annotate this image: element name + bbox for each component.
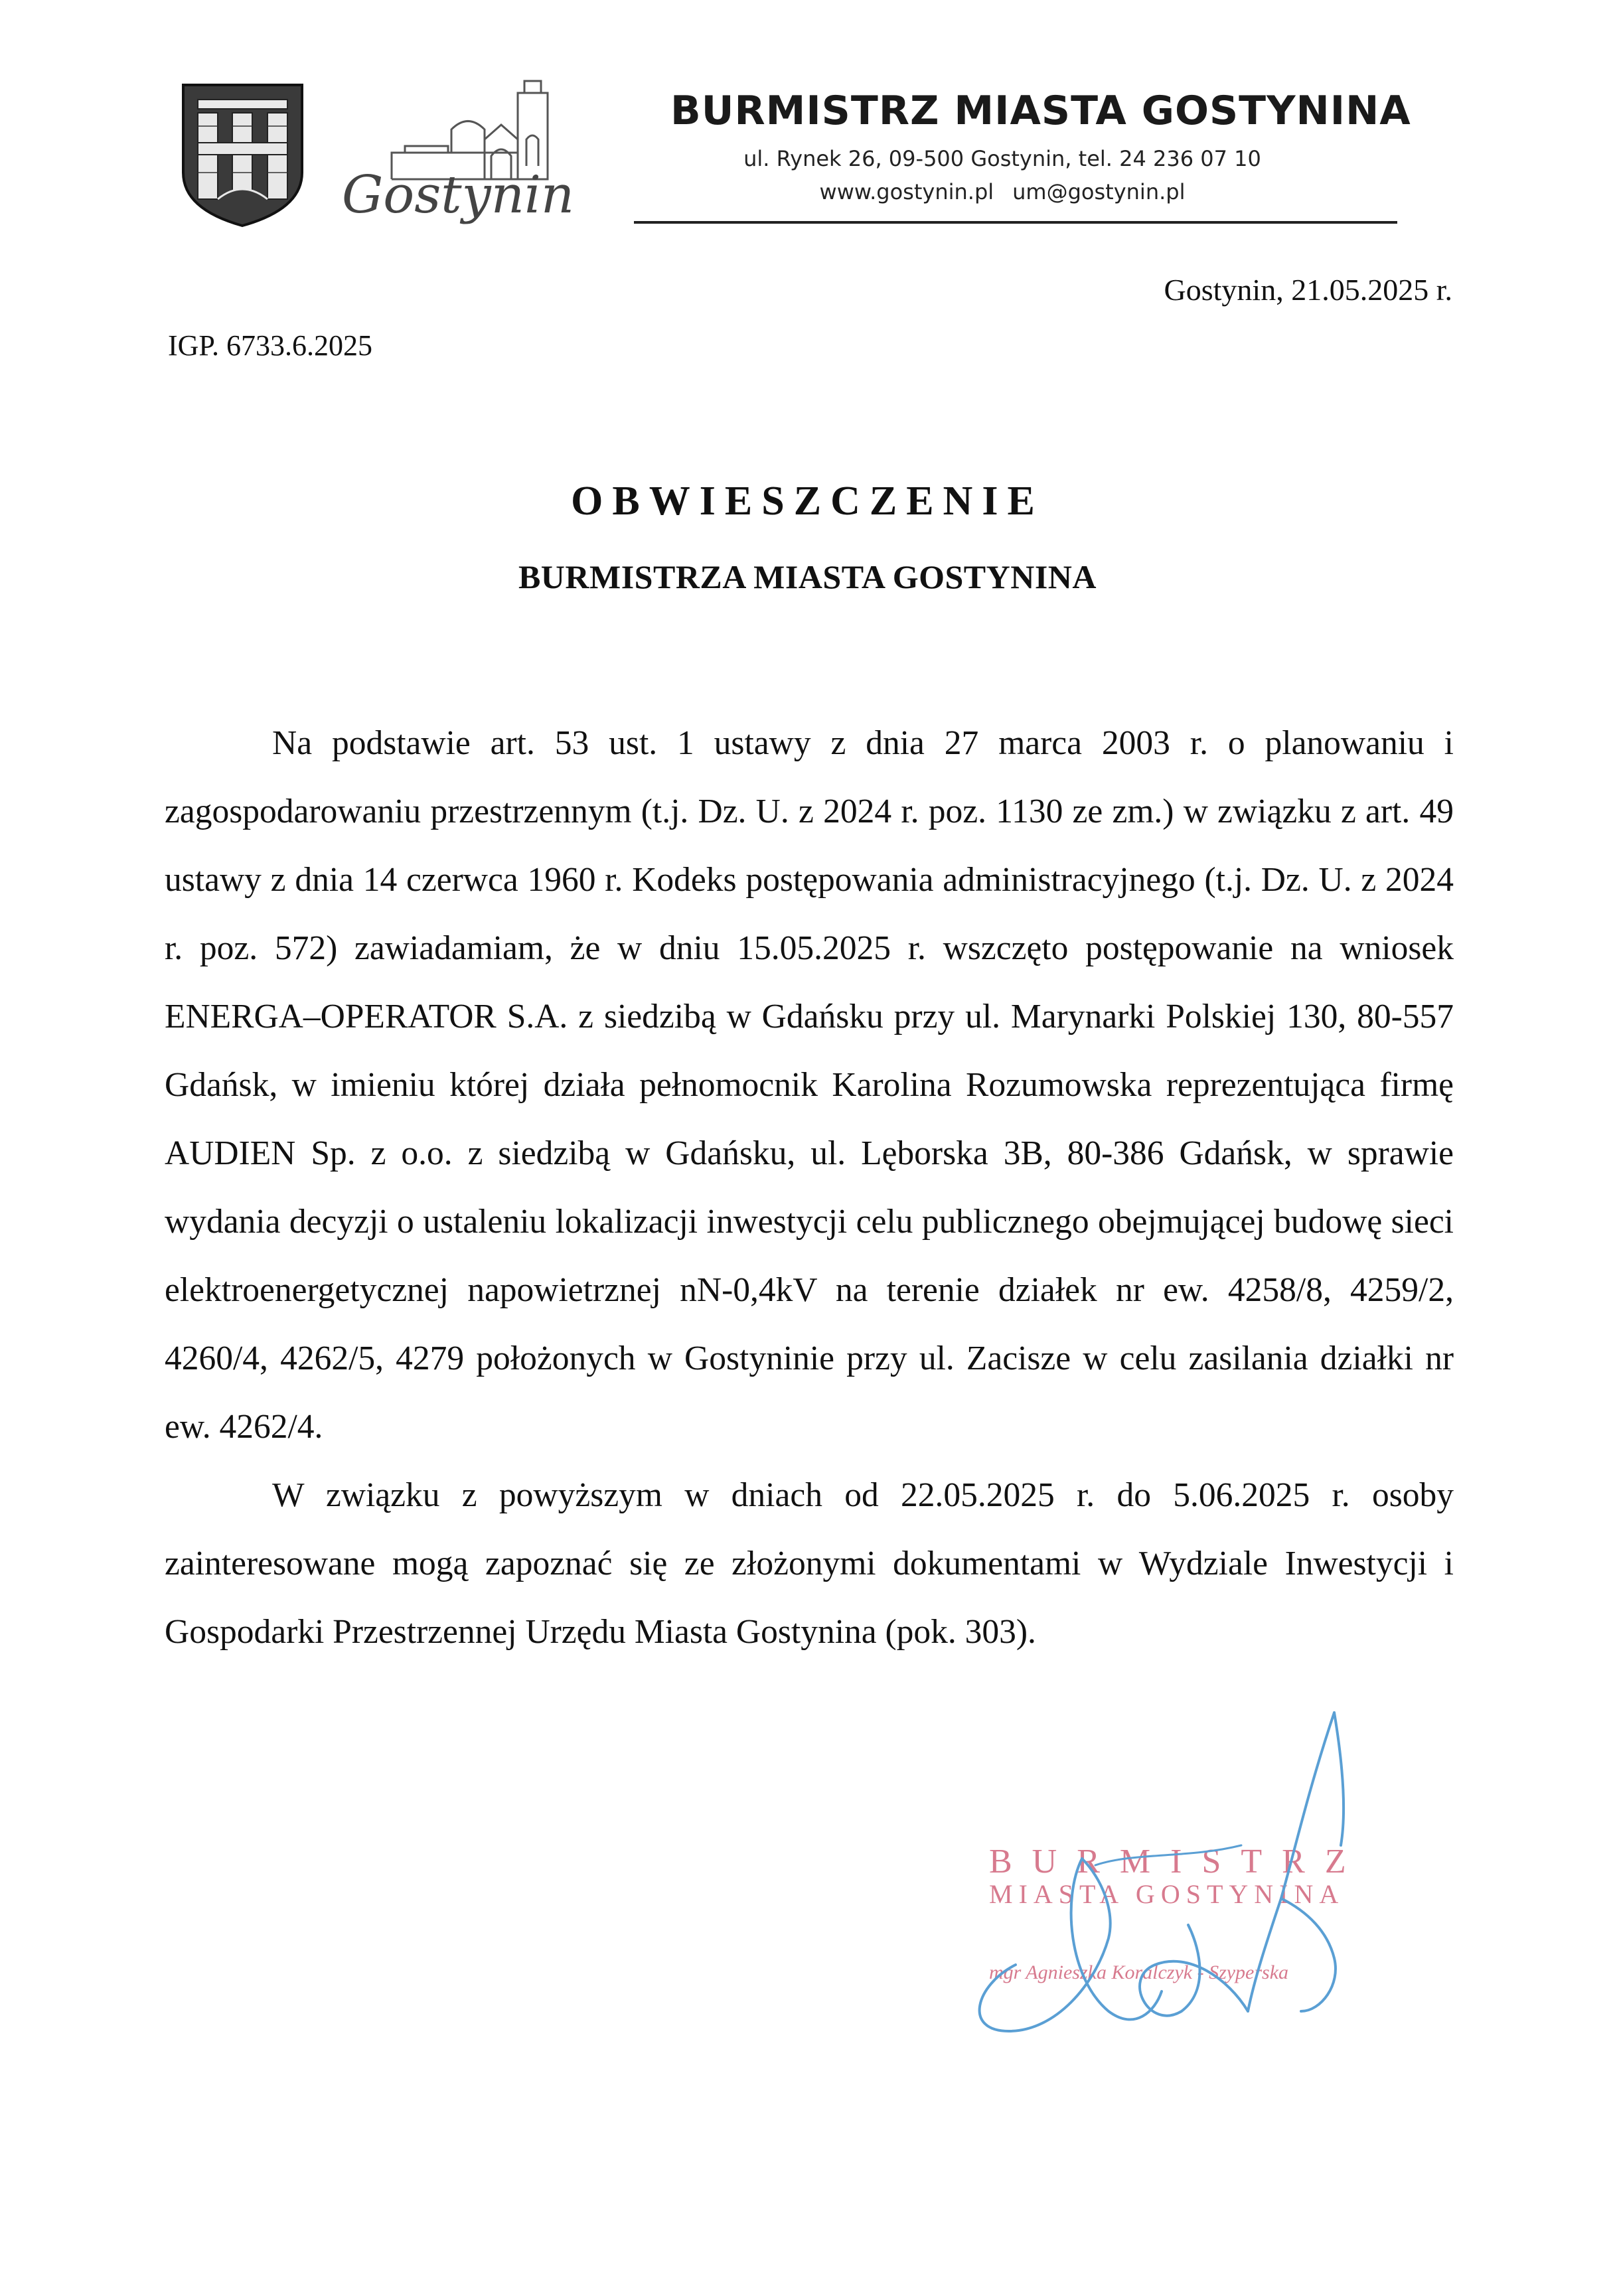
body-paragraph-1: Na podstawie art. 53 ust. 1 ustawy z dnia 27 marca 2003 r. o planowaniu i zagospodarowaniu przestrzennym (t.j. Dz. U. z 2024 r. poz. 1130 ze zm.) w związku z art. 49 ustawy z dnia 14 czerwca 1960 r. Kodeks postępowania administracyjnego (t.j. Dz. U. z 2024 r. poz. 572) zawiadamiam, że w dniu 15.05.2025 r. wszczęto postępowanie na wniosek ENERGA–OPERATOR S.A. z siedzibą w Gdańsku przy ul. Marynarki Polskiej 130, 80-557 Gdańsk, w imieniu której działa pełnomocnik Karolina Rozumowska reprezentująca firmę AUDIEN Sp. z o.o. z siedzibą w Gdańsku, ul. Lęborska 3B, 80-386 Gdańsk, w sprawie wydania decyzji o ustaleniu lokalizacji inwestycji celu publicznego obejmującej budowę sieci elektroenergetycznej napowietrznej nN-0,4kV na terenie działek nr ew. 4258/8, 4259/2, 4260/4, 4262/5, 4279 położonych w Gostyninie przy ul. Zacisze w celu zasilania działki nr ew. 4262/4. <box>165 724 1454 1446</box>
document-date: Gostynin, 21.05.2025 r. <box>1164 273 1452 307</box>
town-logo-icon <box>332 73 591 226</box>
address-line: ul. Rynek 26, 09-500 Gostynin, tel. 24 236 07 10 <box>743 146 1261 171</box>
stamp-office: MIASTA GOSTYNINA <box>989 1879 1345 1909</box>
stamp-title: BURMISTRZ <box>989 1843 1366 1880</box>
email-link[interactable]: um@gostynin.pl <box>1012 179 1186 204</box>
town-logo-label: Gostynin <box>342 165 575 225</box>
stamp-signatory: mgr Agnieszka Koralczyk - Szyperska <box>989 1961 1289 1983</box>
contact-web-email <box>670 179 1334 204</box>
coat-of-arms-icon <box>178 80 307 229</box>
header-divider <box>634 221 1397 224</box>
notice-title: OBWIESZCZENIE <box>571 479 1044 524</box>
notice-body <box>165 709 1454 1666</box>
website-link[interactable]: www.gostynin.pl <box>819 179 994 204</box>
reference-number: IGP. 6733.6.2025 <box>168 329 373 362</box>
handwritten-signature <box>936 1699 1387 2071</box>
office-name: BURMISTRZ MIASTA GOSTYNINA <box>670 88 1411 134</box>
notice-subtitle: BURMISTRZA MIASTA GOSTYNINA <box>518 558 1097 595</box>
body-paragraph-2: W związku z powyższym w dniach od 22.05.2025 r. do 5.06.2025 r. osoby zainteresowane mogą zapoznać się ze złożonymi dokumentami w Wydziale Inwestycji i Gospodarki Przestrzennej Urzędu Miasta Gostynina (pok. 303). <box>165 1476 1454 1651</box>
